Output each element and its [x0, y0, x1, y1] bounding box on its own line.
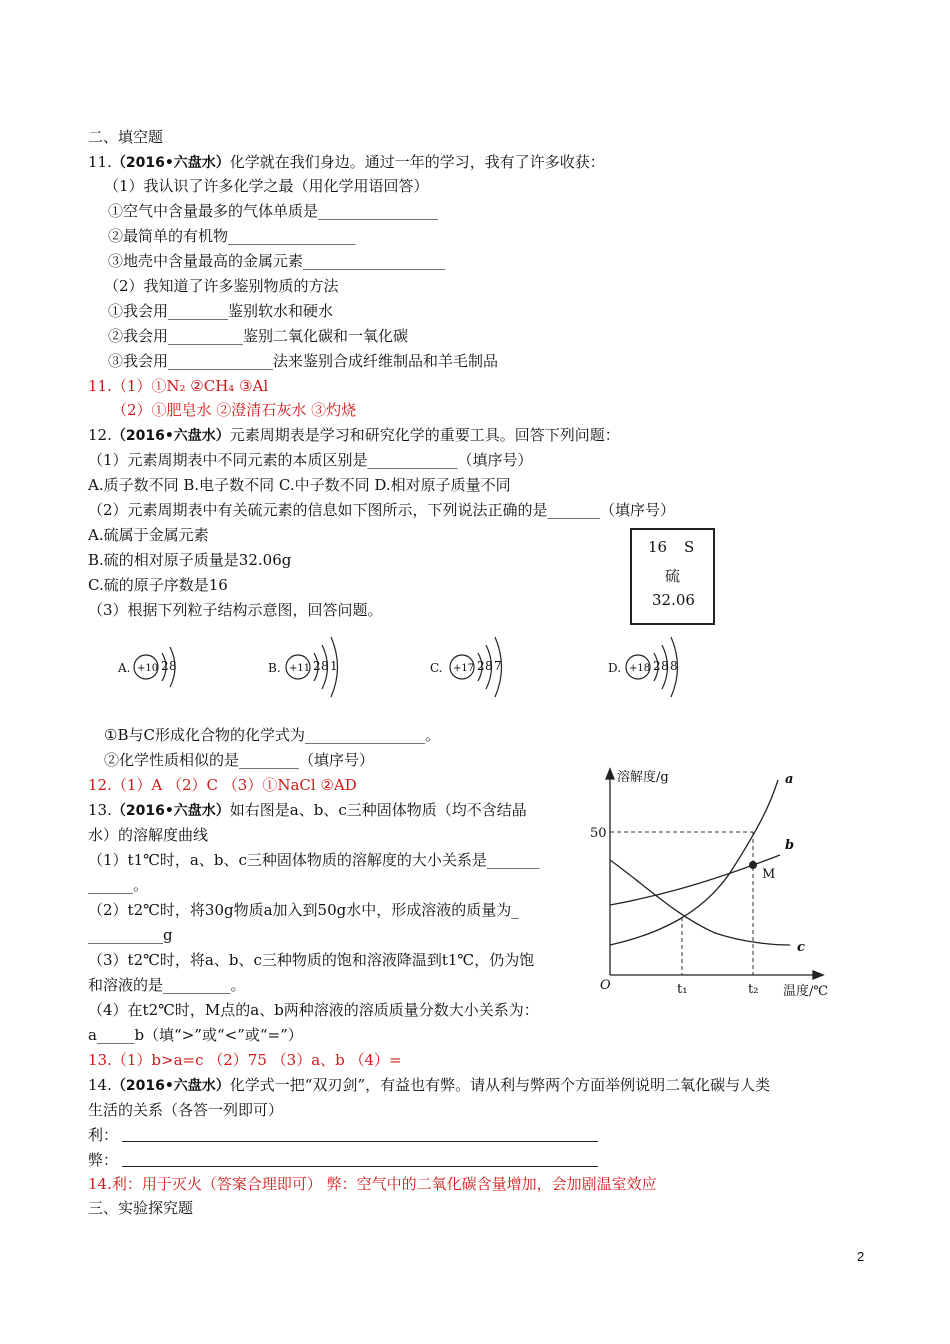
q14-number: 14. [88, 1076, 112, 1094]
page-number: 2 [857, 1249, 865, 1264]
y-tick-50: 50 [590, 826, 607, 841]
q12-source: （2016•六盘水） [111, 428, 230, 444]
atom-c-label: C. [430, 661, 443, 675]
atom-d-shell2: 8 [661, 659, 669, 673]
periodic-cell-number: 16 [648, 538, 668, 556]
x-label: 温度/℃ [783, 984, 828, 999]
q13-part1: （1）t1℃时，a、b、c三种固体物质的溶解度的大小关系是_______ [88, 851, 540, 869]
q11-line2: ②最简单的有机物_________________ [108, 227, 356, 245]
periodic-cell [630, 528, 715, 625]
q12-options: A.质子数不同 B.电子数不同 C.中子数不同 D.相对原子质量不同 [88, 476, 511, 494]
q13-part3-cont: 和溶液的是_________。 [88, 976, 246, 994]
y-label: 溶解度/g [617, 770, 669, 785]
q13-text: 如右图是a、b、c三种固体物质（均不含结晶 [229, 801, 527, 819]
q13-stem [88, 800, 527, 821]
atom-d-label: D. [608, 661, 622, 675]
section-heading-3: 三、实验探究题 [88, 1199, 194, 1217]
q14-answer: 14.利：用于灭火（答案合理即可） 弊：空气中的二氧化碳含量增加，会加剧温室效应 [88, 1175, 657, 1193]
q13-part4-cont: a_____b（填“>”或“<”或“=”） [88, 1026, 303, 1044]
q13-stem-2: 水）的溶解度曲线 [88, 826, 209, 844]
q11-line5: ②我会用__________鉴别二氧化碳和一氧化碳 [108, 327, 409, 345]
x-tick-t1: t₁ [677, 982, 688, 997]
q11-line1: ①空气中含量最多的气体单质是________________ [108, 202, 439, 220]
q12-part1: （1）元素周期表中不同元素的本质区别是____________（填序号） [88, 451, 533, 469]
origin-label: O [600, 978, 611, 993]
q11-part2: （2）我知道了许多鉴别物质的方法 [104, 277, 339, 295]
q11-part1: （1）我认识了许多化学之最（用化学用语回答） [104, 177, 429, 195]
q14-text: 化学式一把“双刃剑”，有益也有弊。请从利与弊两个方面举例说明二氧化碳与人类 [229, 1076, 771, 1094]
q11-stem [88, 152, 605, 173]
q13-answer: 13.（1）b>a=c （2）75 （3）a、b （4）= [88, 1051, 402, 1069]
q13-part2-cont: __________g [88, 926, 173, 944]
q14-con-label: 弊： [88, 1151, 119, 1169]
atom-a-shell2: 8 [169, 659, 177, 673]
q14-pro [88, 1125, 118, 1145]
atom-b-shell3: 1 [330, 659, 338, 673]
q11-answer-1: 11.（1）①N₂ ②CH₄ ③Al [88, 377, 269, 395]
x-tick-t2: t₂ [748, 982, 759, 997]
q12-text: 元素周期表是学习和研究化学的重要工具。回答下列问题： [229, 426, 620, 444]
q12-sub1: ①B与C形成化合物的化学式为________________。 [104, 726, 440, 744]
section-heading: 二、填空题 [88, 128, 164, 146]
q11-source: （2016•六盘水） [111, 155, 230, 171]
atom-c-shell2: 8 [485, 659, 493, 673]
atom-c-shell3: 7 [494, 659, 502, 673]
solubility-chart [585, 765, 835, 1005]
atom-a-nucleus: +10 [137, 663, 159, 674]
q12-part2: （2）元素周期表中有关硫元素的信息如下图所示，下列说法正确的是_______（填序号） [88, 501, 676, 519]
q12-option-b: B.硫的相对原子质量是32.06g [88, 551, 292, 569]
q12-number: 12. [88, 426, 112, 444]
periodic-cell-mass: 32.06 [652, 591, 695, 609]
q11-text: 化学就在我们身边。通过一年的学习，我有了许多收获： [229, 153, 605, 171]
atom-c-nucleus: +17 [453, 663, 475, 674]
y-arrow [606, 769, 614, 779]
point-m-label: M [762, 867, 776, 882]
atom-d-shell1: 2 [653, 659, 661, 673]
q13-part3: （3）t2℃时，将a、b、c三种物质的饱和溶液降温到t1℃，仍为饱 [88, 951, 535, 969]
atom-d-shell3: 8 [670, 659, 678, 673]
series-a-label: a [785, 772, 794, 787]
q13-source: （2016•六盘水） [111, 803, 230, 819]
q14-stem-2: 生活的关系（各答一列即可） [88, 1101, 284, 1119]
periodic-cell-name: 硫 [665, 567, 681, 585]
q11-line6: ③我会用______________法来鉴别合成纤维制品和羊毛制品 [108, 352, 499, 370]
q11-answer-2: （2）①肥皂水 ②澄清石灰水 ③灼烧 [112, 401, 357, 419]
atom-b-shell2: 8 [321, 659, 329, 673]
q14-pro-label: 利： [88, 1126, 119, 1144]
q12-option-c: C.硫的原子序数是16 [88, 576, 228, 594]
q12-part3: （3）根据下列粒子结构示意图，回答问题。 [88, 601, 383, 619]
atom-diagrams [100, 625, 720, 710]
q13-part2: （2）t2℃时，将30g物质a加入到50g水中，形成溶液的质量为_ [88, 901, 519, 919]
q13-number: 13. [88, 801, 112, 819]
q11-line4: ①我会用________鉴别软水和硬水 [108, 302, 334, 320]
q13-part4: （4）在t2℃时，M点的a、b两种溶液的溶质质量分数大小关系为： [88, 1001, 539, 1019]
q13-part1-cont: ______。 [88, 876, 149, 894]
atom-a-shell1: 2 [161, 659, 169, 673]
atom-b-shell1: 2 [313, 659, 321, 673]
atom-d-nucleus: +18 [629, 663, 651, 674]
atom-b-label: B. [268, 661, 281, 675]
atom-a-label: A. [118, 661, 131, 675]
q14-stem [88, 1075, 770, 1096]
q14-pro-blank [122, 1141, 598, 1142]
q12-sub2: ②化学性质相似的是________（填序号） [104, 751, 375, 769]
x-arrow [813, 971, 823, 979]
q11-number: 11. [88, 153, 112, 171]
series-b-label: b [785, 838, 795, 853]
atom-c-shell1: 2 [477, 659, 485, 673]
q11-line3: ③地壳中含量最高的金属元素___________________ [108, 252, 446, 270]
q12-option-a: A.硫属于金属元素 [88, 526, 209, 544]
q14-con [88, 1150, 118, 1170]
periodic-cell-symbol: S [684, 538, 695, 556]
series-c-label: c [797, 940, 805, 955]
q14-con-blank [122, 1166, 598, 1167]
point-m [749, 861, 757, 869]
q14-source: （2016•六盘水） [111, 1078, 230, 1094]
atom-b-nucleus: +11 [289, 663, 311, 674]
q12-answer: 12.（1）A （2）C （3）①NaCl ②AD [88, 776, 357, 794]
q12-stem [88, 425, 620, 446]
